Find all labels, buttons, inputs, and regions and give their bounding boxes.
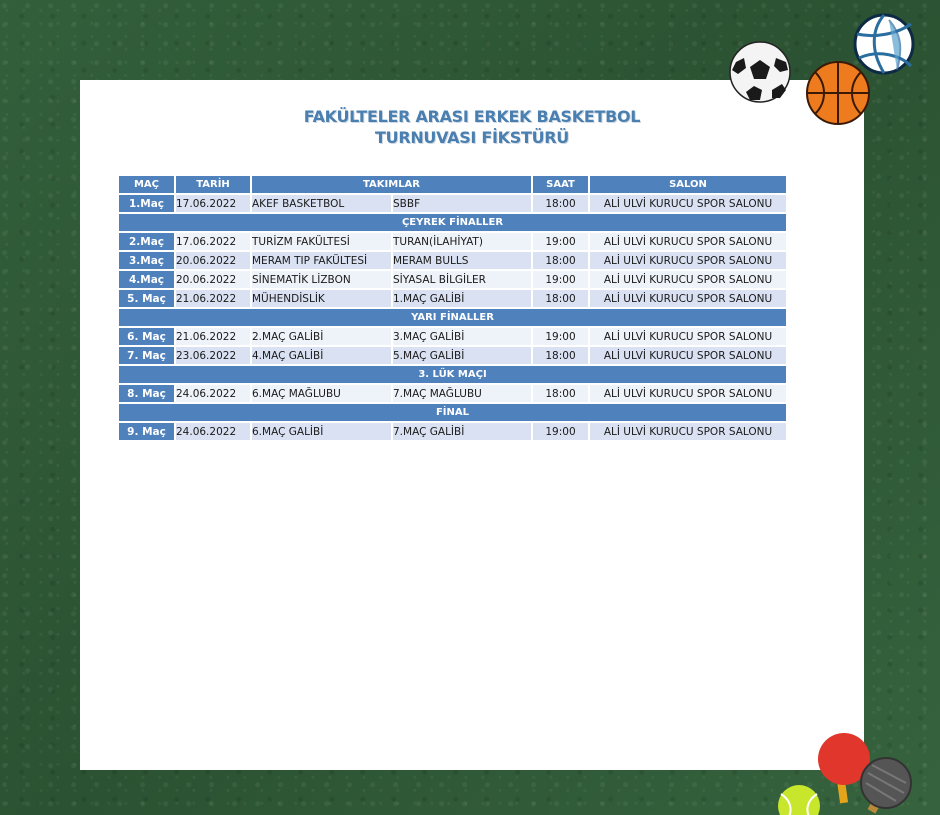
match-venue: ALİ ULVİ KURUCU SPOR SALONU [589, 422, 787, 441]
table-row [118, 289, 787, 308]
fixture-table [118, 175, 787, 441]
match-number: 9. Maç [118, 422, 175, 441]
match-time: 18:00 [532, 194, 589, 213]
match-time: 18:00 [532, 346, 589, 365]
table-row [118, 327, 787, 346]
match-number: 1.Maç [118, 194, 175, 213]
match-venue: ALİ ULVİ KURUCU SPOR SALONU [589, 289, 787, 308]
match-time: 18:00 [532, 289, 589, 308]
match-date: 24.06.2022 [175, 422, 251, 441]
table-row [118, 251, 787, 270]
table-row [118, 384, 787, 403]
fixture-sheet [80, 80, 864, 770]
team-away: SİYASAL BİLGİLER [392, 270, 532, 289]
match-venue: ALİ ULVİ KURUCU SPOR SALONU [589, 270, 787, 289]
team-away: 1.MAÇ GALİBİ [392, 289, 532, 308]
match-date: 21.06.2022 [175, 327, 251, 346]
team-home: TURİZM FAKÜLTESİ [251, 232, 392, 251]
match-number: 6. Maç [118, 327, 175, 346]
title-line-1: FAKÜLTELER ARASI ERKEK BASKETBOL [303, 107, 641, 126]
team-home: MERAM TIP FAKÜLTESİ [251, 251, 392, 270]
match-date: 21.06.2022 [175, 289, 251, 308]
team-away: 3.MAÇ GALİBİ [392, 327, 532, 346]
match-number: 3.Maç [118, 251, 175, 270]
header-tarih: TARİH [175, 175, 251, 194]
stage-row [118, 365, 787, 384]
match-time: 18:00 [532, 251, 589, 270]
stage-row [118, 308, 787, 327]
match-number: 5. Maç [118, 289, 175, 308]
soccer-ball-icon [724, 40, 796, 104]
team-away: 7.MAÇ GALİBİ [392, 422, 532, 441]
team-home: AKEF BASKETBOL [251, 194, 392, 213]
match-time: 19:00 [532, 422, 589, 441]
team-home: 2.MAÇ GALİBİ [251, 327, 392, 346]
match-date: 23.06.2022 [175, 346, 251, 365]
match-number: 8. Maç [118, 384, 175, 403]
table-row [118, 346, 787, 365]
match-time: 18:00 [532, 384, 589, 403]
team-home: MÜHENDİSLİK [251, 289, 392, 308]
table-row [118, 194, 787, 213]
table-header-row [118, 175, 787, 194]
match-venue: ALİ ULVİ KURUCU SPOR SALONU [589, 251, 787, 270]
header-mac: MAÇ [118, 175, 175, 194]
match-date: 20.06.2022 [175, 251, 251, 270]
match-venue: ALİ ULVİ KURUCU SPOR SALONU [589, 346, 787, 365]
team-home: 6.MAÇ MAĞLUBU [251, 384, 392, 403]
match-date: 17.06.2022 [175, 194, 251, 213]
table-row [118, 270, 787, 289]
team-home: SİNEMATİK LİZBON [251, 270, 392, 289]
team-away: 7.MAÇ MAĞLUBU [392, 384, 532, 403]
header-saat: SAAT [532, 175, 589, 194]
match-number: 7. Maç [118, 346, 175, 365]
match-number: 4.Maç [118, 270, 175, 289]
header-salon: SALON [589, 175, 787, 194]
team-away: MERAM BULLS [392, 251, 532, 270]
match-date: 20.06.2022 [175, 270, 251, 289]
match-date: 17.06.2022 [175, 232, 251, 251]
stage-row [118, 403, 787, 422]
team-home: 6.MAÇ GALİBİ [251, 422, 392, 441]
stage-label: ÇEYREK FİNALLER [118, 213, 787, 232]
table-row [118, 422, 787, 441]
table-row [118, 232, 787, 251]
team-home: 4.MAÇ GALİBİ [251, 346, 392, 365]
team-away: SBBF [392, 194, 532, 213]
match-date: 24.06.2022 [175, 384, 251, 403]
header-takimlar: TAKIMLAR [251, 175, 532, 194]
match-venue: ALİ ULVİ KURUCU SPOR SALONU [589, 194, 787, 213]
team-away: 5.MAÇ GALİBİ [392, 346, 532, 365]
tennis-ball-icon [777, 784, 823, 815]
match-venue: ALİ ULVİ KURUCU SPOR SALONU [589, 384, 787, 403]
match-venue: ALİ ULVİ KURUCU SPOR SALONU [589, 232, 787, 251]
title-line-2: TURNUVASI FİKSTÜRÜ [375, 128, 569, 147]
stage-row [118, 213, 787, 232]
match-number: 2.Maç [118, 232, 175, 251]
match-time: 19:00 [532, 327, 589, 346]
page-title [80, 106, 864, 148]
stage-label: 3. LÜK MAÇI [118, 365, 787, 384]
team-away: TURAN(İLAHİYAT) [392, 232, 532, 251]
basketball-icon [801, 60, 875, 126]
stage-label: FİNAL [118, 403, 787, 422]
match-time: 19:00 [532, 232, 589, 251]
stage-label: YARI FİNALLER [118, 308, 787, 327]
match-venue: ALİ ULVİ KURUCU SPOR SALONU [589, 327, 787, 346]
match-time: 19:00 [532, 270, 589, 289]
